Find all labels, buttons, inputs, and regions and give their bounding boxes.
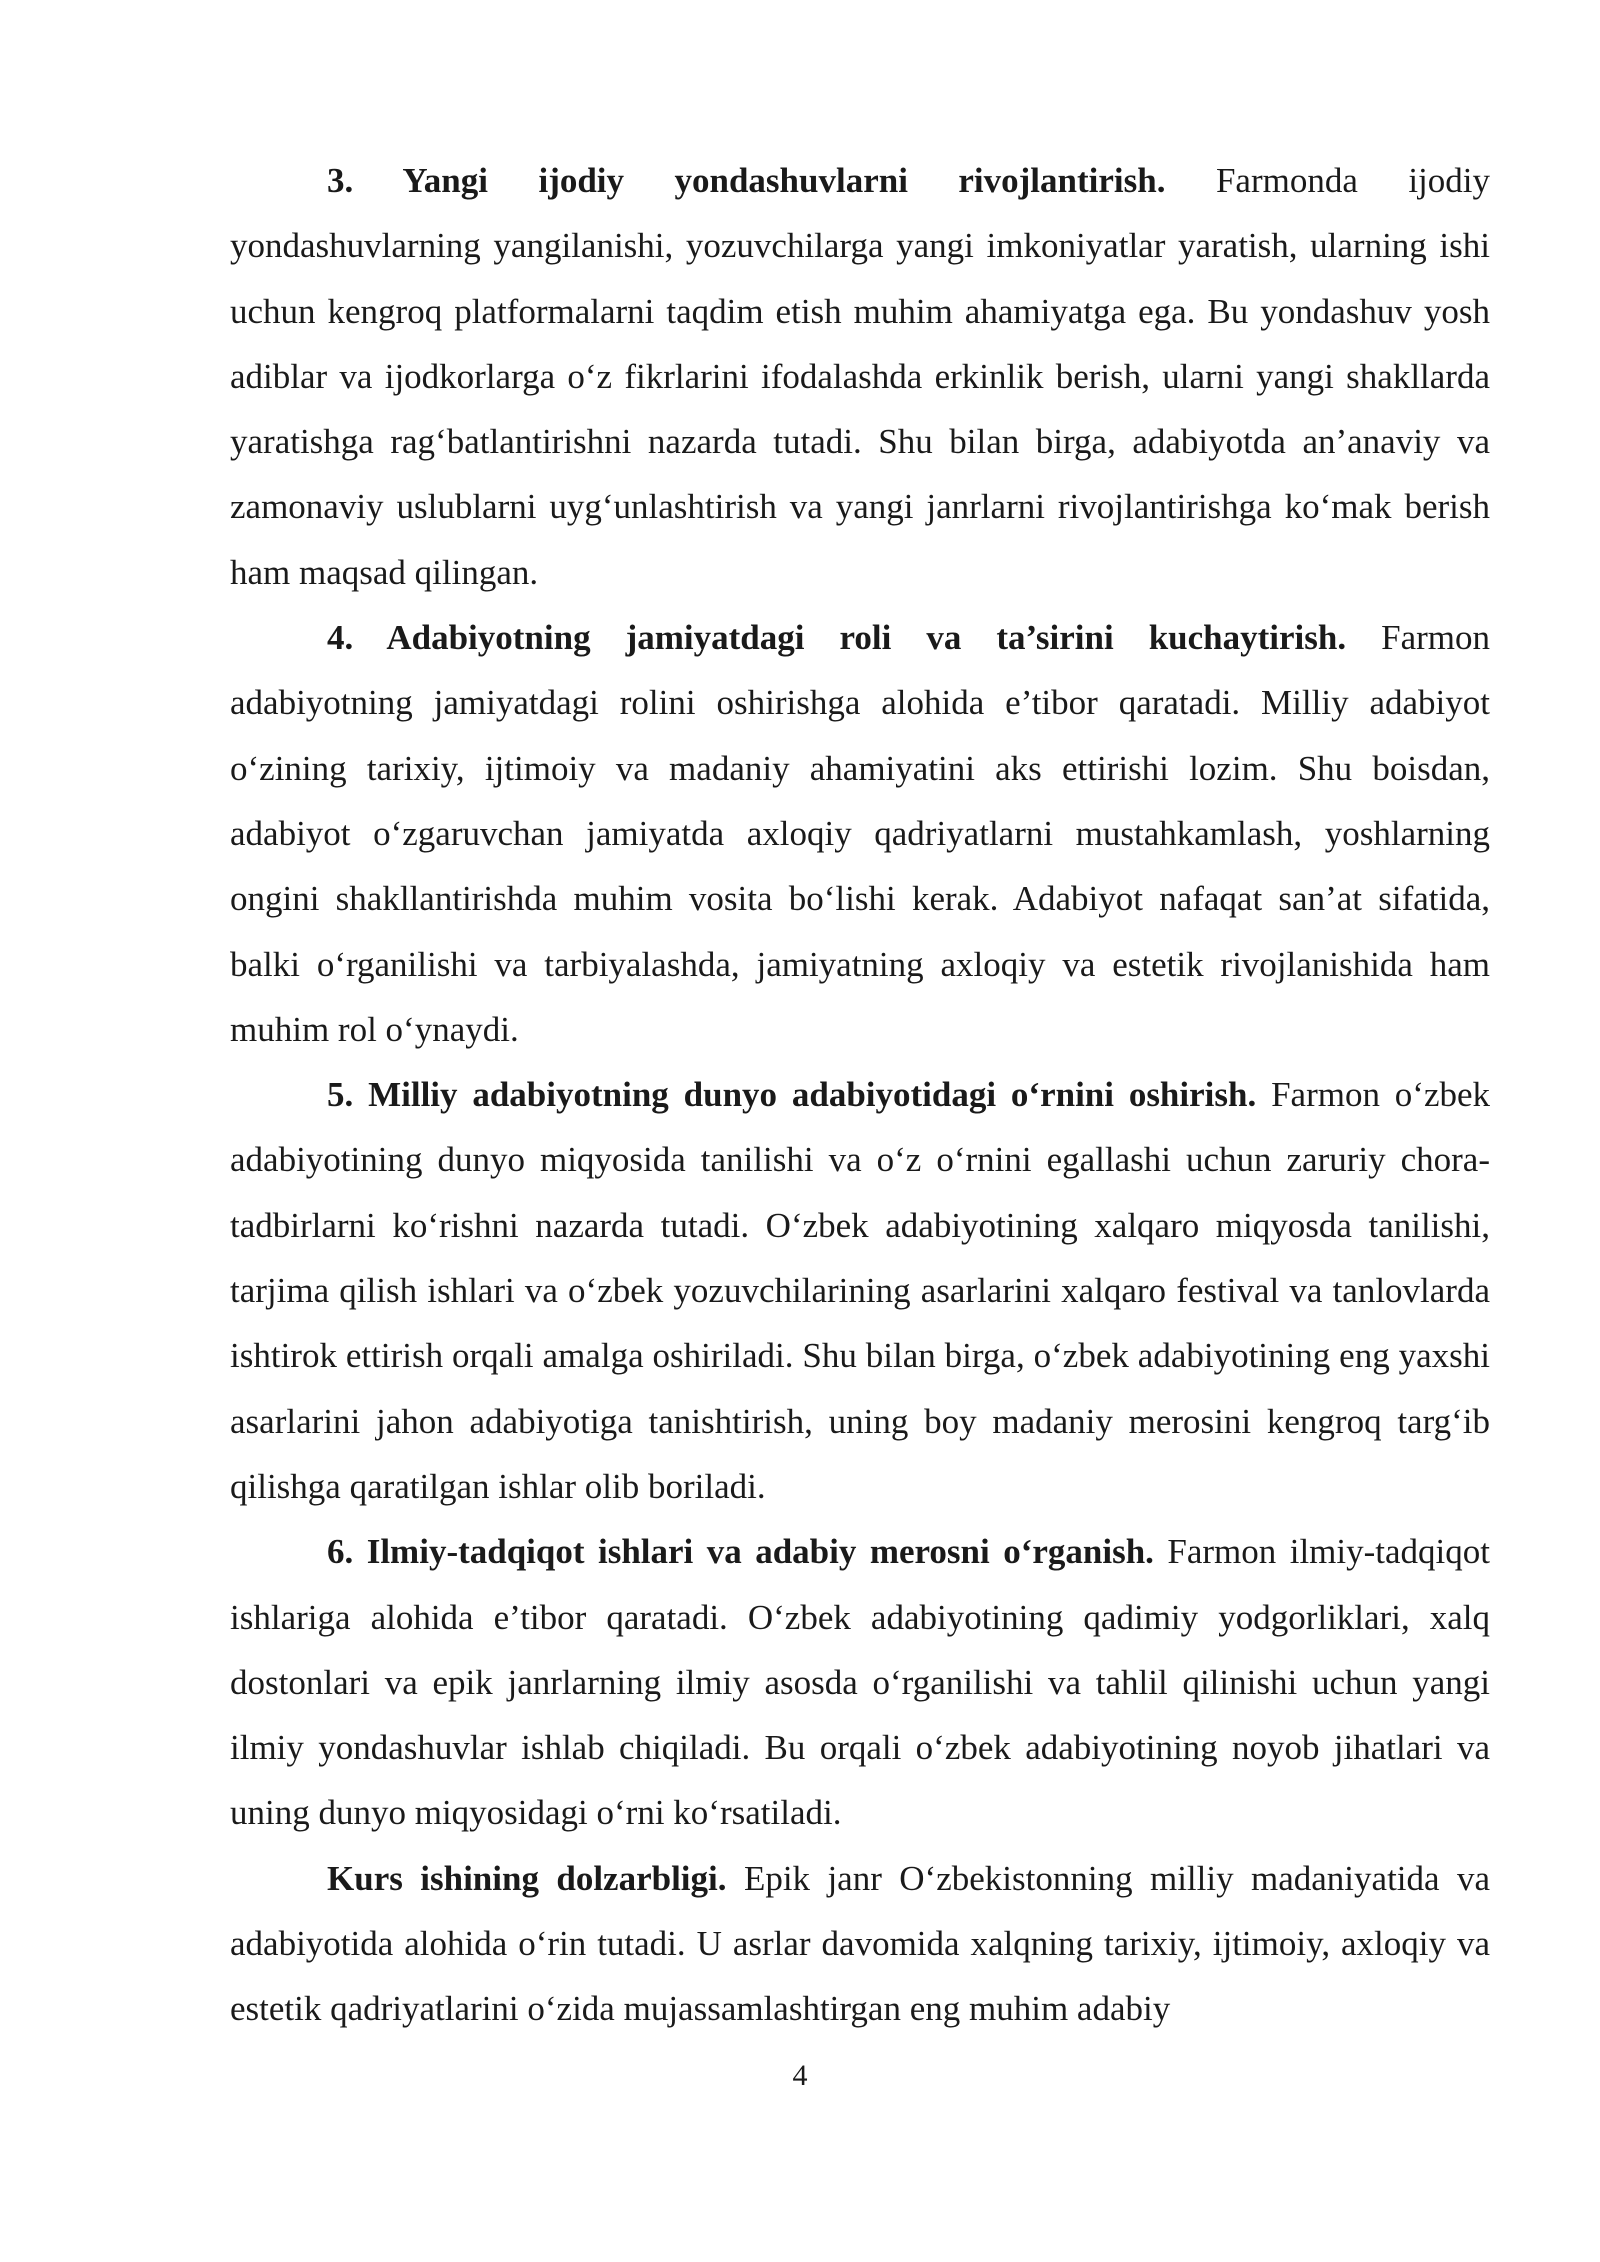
paragraph-text: Farmon adabiyotning jamiyatdagi rolini oshirishga alohida e’tibor qaratadi. Milliy adabiyot o‘zining tarixiy, ijtimoiy va madaniy ahamiyatini aks ettirishi lozim. Shu boisdan, adabiyot o‘zgaruvchan jamiyatda axloqiy qadriyatlarni mustahkamlash, yoshlarning ongini shakllantirishda muhim vosita bo‘lishi kerak. Adabiyot nafaqat san’at sifatida, balki o‘rganilishi va tarbiyalashda, jamiyatning axloqiy va estetik rivojlanishida ham muhim rol o‘ynaydi.: [230, 618, 1490, 1049]
paragraph-heading: Kurs ishining dolzarbligi.: [327, 1858, 727, 1898]
paragraph-world-literature: [230, 1062, 1490, 1519]
paragraph-literature-role: [230, 605, 1490, 1062]
paragraph-creative-approaches: [230, 148, 1490, 605]
paragraph-heading: 3. Yangi ijodiy yondashuvlarni rivojlantirish.: [327, 161, 1166, 200]
paragraph-text: Farmon o‘zbek adabiyotining dunyo miqyosida tanilishi va o‘z o‘rnini egallashi uchun zaruriy chora-tadbirlarni ko‘rishni nazarda tutadi. O‘zbek adabiyotining xalqaro miqyosda tanilishi, tarjima qilish ishlari va o‘zbek yozuvchilarining asarlarini xalqaro festival va tanlovlarda ishtirok ettirish orqali amalga oshiriladi. Shu bilan birga, o‘zbek adabiyotining eng yaxshi asarlarini jahon adabiyotiga tanishtirish, uning boy madaniy merosini kengroq targ‘ib qilishga qaratilgan ishlar olib boriladi.: [230, 1075, 1491, 1506]
paragraph-heading: 6. Ilmiy-tadqiqot ishlari va adabiy merosni o‘rganish.: [327, 1532, 1154, 1572]
paragraph-research-heritage: [230, 1519, 1490, 1845]
paragraph-text: Farmonda ijodiy yondashuvlarning yangilanishi, yozuvchilarga yangi imkoniyatlar yaratish, ularning ishi uchun kengroq platformalarni taqdim etish muhim ahamiyatga ega. Bu yondashuv yosh adiblar va ijodkorlarga o‘z fikrlarini ifodalashda erkinlik berish, ularni yangi shakllarda yaratishga rag‘batlantirishni nazarda tutadi. Shu bilan birga, adabiyotda an’anaviy va zamonaviy uslublarni uyg‘unlashtirish va yangi janrlarni rivojlantirishga ko‘mak berish ham maqsad qilingan.: [230, 161, 1490, 592]
paragraph-heading: 4. Adabiyotning jamiyatdagi roli va ta’sirini kuchaytirish.: [327, 618, 1347, 658]
document-body: [230, 148, 1490, 2042]
page-number: 4: [792, 2059, 808, 2092]
paragraph-text: Farmon ilmiy-tadqiqot ishlariga alohida e’tibor qaratadi. O‘zbek adabiyotining qadimiy yodgorliklari, xalq dostonlari va epik janrlarning ilmiy asosda o‘rganilishi va tahlil qilinishi uchun yangi ilmiy yondashuvlar ishlab chiqiladi. Bu orqali o‘zbek adabiyotining noyob jihatlari va uning dunyo miqyosidagi o‘rni ko‘rsatiladi.: [230, 1532, 1490, 1833]
paragraph-course-relevance: [230, 1846, 1490, 2042]
paragraph-heading: 5. Milliy adabiyotning dunyo adabiyotidagi o‘rnini oshirish.: [327, 1075, 1257, 1115]
paragraph-text: Epik janr O‘zbekistonning milliy madaniyatida va adabiyotida alohida o‘rin tutadi. U asrlar davomida xalqning tarixiy, ijtimoiy, axloqiy va estetik qadriyatlarini o‘zida mujassamlashtirgan eng muhim adabiy: [230, 1858, 1490, 2029]
